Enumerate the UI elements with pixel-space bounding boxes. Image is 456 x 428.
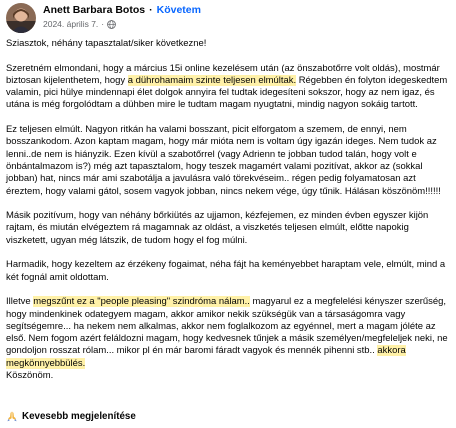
follow-button[interactable]: Követem — [156, 4, 201, 16]
paragraph-text: Ez teljesen elmúlt. Nagyon ritkán ha valami bosszant, picit elforgatom a szemem, de ennyi, nem bosszankodom. Azon kaptam magam, hogy már mióta nem is voltam úgy igazán ideges. Nem tudok az lenni..de nem is hiányzik. Ezen kívül a szabotőrrel (vagy Adrienn te jobban tudod talán, hogy volt e önbántalmazom is?) még azt tapasztalom, hogy teszek magamért valami pozitívat, akkor az (sokkal jobban) hat, nincs már ami szabotálja a javulásra való törekvéseim.. régen pedig folyamatosan azt éreztem, hogy valami gátol, sosem vagyok jobban, nincs nekem vége, úgy tűnik. Hálásan köszönöm!!!!!! — [6, 124, 441, 197]
highlighted-text: akkora megkönnyebbülés. — [6, 345, 406, 369]
paragraph-text: Régebben én folyton idegeskedtem valamin, pici hülye mindennapi élet dolgok annyira fel tudtak idegesíteni sokszor, hogy az nem igaz, és utána is még forgolódtam a dühben mire le tudtam magam nyugtatni, mindig nagyon sokáig tartott. — [6, 74, 448, 111]
see-less-button[interactable] — [6, 410, 136, 422]
paragraph-text: Sziasztok, néhány tapasztalat/siker következne! — [6, 38, 207, 49]
paragraph-text: magyarul ez a megfelelési kényszer szerűség, hogy mindenkinek odategyem magam, akkor amikor nekik szükségük van a társaságomra vagy segítségemre... ha nekem nem alkalmas, akkor nem foglalkozom az egyénnel, mert a magam jóléte az első. Nem fogom azért feláldozni magam, hogy kedvesnek tűnjek a másik személyen/megfeleljek neki, ne gondoljon rosszat rólam... mikor pl én már baromi fáradt vagyok és mennék pihenni stb.. — [6, 296, 448, 357]
post-paragraph-5 — [6, 259, 452, 284]
paragraph-text: Szeretném elmondani, hogy a március 15i online kezelésem után (az önszabotőrre volt oldás), mostmár biztosan kijelenthetem, hogy — [6, 62, 440, 86]
post-meta — [43, 18, 201, 30]
avatar-photo-icon — [6, 3, 36, 33]
post-paragraph-3 — [6, 124, 452, 198]
post-header-text — [43, 2, 201, 30]
name-separator: · — [149, 4, 153, 16]
post-body — [6, 38, 452, 395]
see-less-label: Kevesebb megjelenítése — [22, 410, 136, 422]
post-header — [6, 2, 450, 36]
paragraph-text: Illetve — [6, 296, 34, 308]
paragraph-text: Harmadik, hogy kezeltem az érzékeny fogaimat, néha fájt ha keményebbet haraptam vele, elmúlt, mind a két fognál amit oldottam. — [6, 259, 446, 283]
pray-hands-icon — [6, 410, 18, 422]
name-row — [43, 4, 201, 17]
paragraph-text: Másik pozitívum, hogy van néhány bőrkiütés az ujjamon, kézfejemen, ez minden évben egyszer kijön rajtam, és miután elvégeztem rá magamnak az oldást, a viszketés teljesen elmúlt, előtte napokig viszketett, ugyan még látszik, de tudom hogy el fog múlni. — [6, 210, 429, 246]
author-name[interactable]: Anett Barbara Botos — [43, 4, 146, 16]
paragraph-text: Köszönöm. — [6, 370, 54, 382]
post-date[interactable]: 2024. április 7. — [43, 19, 99, 29]
date-separator: · — [101, 19, 105, 29]
avatar[interactable] — [6, 3, 36, 33]
globe-icon — [107, 20, 116, 29]
post-paragraph-6 — [6, 296, 452, 382]
post-paragraph-2 — [6, 63, 452, 112]
post-paragraph-4 — [6, 210, 452, 247]
highlighted-text: a dührohamaim szinte teljesen elmúltak. — [127, 74, 297, 86]
post-paragraph-1 — [6, 38, 452, 50]
highlighted-text: megszűnt ez a "people pleasing" szindróma nálam.. — [33, 296, 250, 308]
